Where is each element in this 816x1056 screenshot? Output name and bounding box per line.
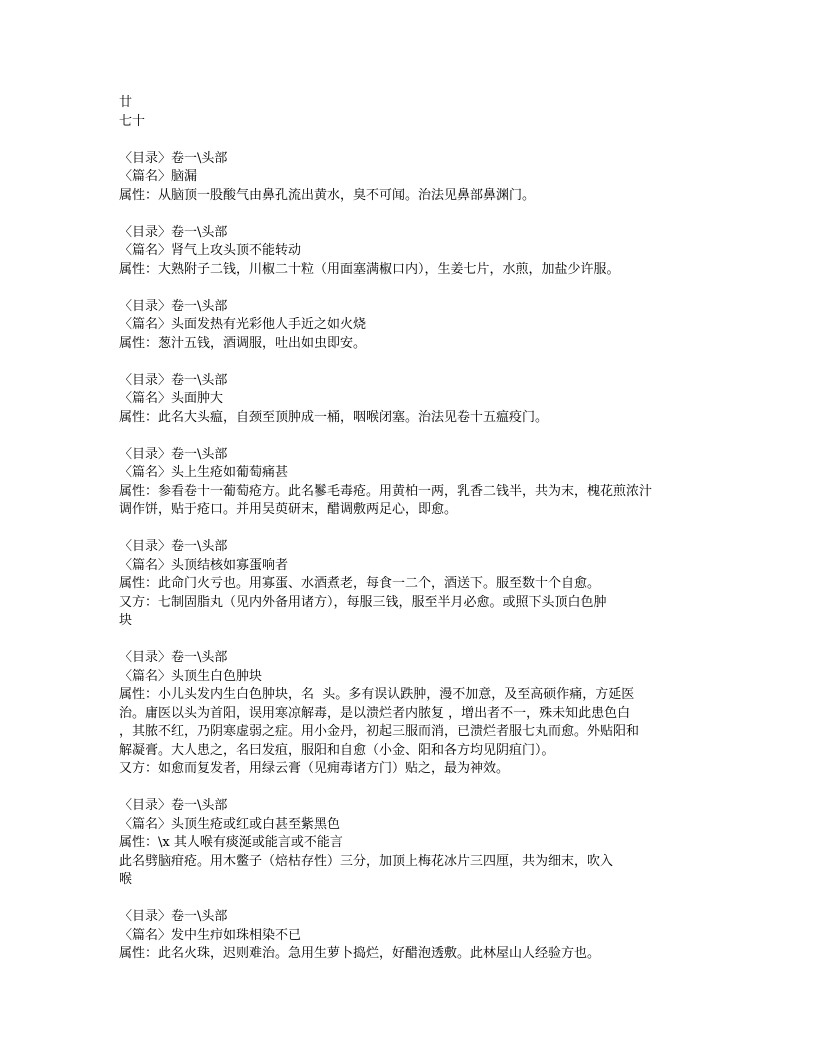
entry-catalog-line: 〈目录〉卷一\头部 <box>119 650 228 665</box>
entry-text-line: 解凝膏。大人患之，名曰发疽，服阳和自愈（小金、阳和各方均见阴疽门）。 <box>119 742 555 758</box>
entry-text-line: 此名劈脑疳疮。用木鳖子（焙枯存性）三分，加顶上梅花冰片三四厘，共为细末，吹入 <box>119 853 614 869</box>
entry-block <box>119 908 719 964</box>
entry-attribute-line: 属性：此命门火亏也。用寡蛋、水酒煮老，每食一二个，酒送下。服至数十个自愈。 <box>119 576 601 591</box>
entry-catalog-line: 〈目录〉卷一\头部 <box>119 539 228 554</box>
entry-title-line: 〈篇名〉头顶生白色肿块 <box>119 668 263 684</box>
spacer <box>119 779 719 798</box>
entry-title-line: 〈篇名〉头面发热有光彩他人手近之如火烧 <box>119 317 367 332</box>
entry-text-line: ，其脓不红，乃阴寒虚弱之症。用小金丹，初起三服而消，已溃烂者服七丸而愈。外贴阳和 <box>119 724 640 739</box>
spacer <box>119 890 719 909</box>
entry-attribute-line: 属性：从脑顶一股酸气由鼻孔流出黄水，臭不可闻。治法见鼻部鼻渊门。 <box>119 187 536 203</box>
entry-attribute-line: 属性：参看卷十一葡萄疮方。此名鬖毛毒疮。用黄柏一两，乳香二钱半，共为末，槐花煎浓汁 <box>119 483 653 499</box>
entry-title-line: 〈篇名〉发中生疖如珠相染不已 <box>119 927 302 943</box>
entry-attribute-line: 属性：小儿头发内生白色肿块，名 头。多有误认跌肿，漫不加意，及至高硕作痛，方延医 <box>119 687 635 702</box>
entry-attribute-line: 属性：此名火珠，迟则难治。急用生萝卜捣烂，好醋泡透敷。此林屋山人经验方也。 <box>119 946 601 961</box>
entry-catalog-line: 〈目录〉卷一\头部 <box>119 372 228 388</box>
spacer <box>119 279 719 298</box>
entry-text-line: 喉 <box>119 872 133 887</box>
spacer <box>119 631 719 650</box>
entry-block <box>119 150 719 206</box>
spacer <box>119 427 719 446</box>
entry-attribute-line: 属性：葱汁五钱，酒调服，吐出如虫即安。 <box>119 335 367 351</box>
entry-attribute-line: 属性：\x 其人喉有痰涎或能言或不能言 <box>119 835 343 850</box>
entry-block <box>119 538 719 631</box>
entry-text-line: 治。庸医以头为首阳，误用寒凉解毒，是以溃烂者内脓复 ，增出者不一，殊未知此患色白 <box>119 705 631 721</box>
entry-block <box>119 372 719 428</box>
entry-title-line: 〈篇名〉头顶生疮或红或白甚至紫黑色 <box>119 816 341 832</box>
entry-title-line: 〈篇名〉头顶结核如寡蛋响者 <box>119 557 289 573</box>
entry-catalog-line: 〈目录〉卷一\头部 <box>119 298 228 314</box>
entry-block <box>119 446 719 520</box>
entry-attribute-line: 属性：此名大头瘟，自颈至顶肿成一桶，咽喉闭塞。治法见卷十五瘟疫门。 <box>119 409 549 425</box>
entry-text-line: 调作饼，贴于疮口。并用吴萸研末，醋调敷两足心，即愈。 <box>119 502 458 517</box>
entry-text-line: 又方：如愈而复发者，用绿云膏（见痈毒诸方门）贴之，最为神效。 <box>119 761 510 776</box>
entry-block <box>119 224 719 280</box>
entry-title-line: 〈篇名〉脑漏 <box>119 169 198 184</box>
spacer <box>119 131 719 150</box>
entry-block <box>119 649 719 779</box>
entry-list <box>119 150 719 964</box>
entry-title-line: 〈篇名〉肾气上攻头顶不能转动 <box>119 243 302 258</box>
spacer <box>119 353 719 372</box>
entry-attribute-line: 属性：大熟附子二钱，川椒二十粒（用面塞满椒口内），生姜七片，水煎，加盐少许服。 <box>119 261 620 277</box>
spacer <box>119 205 719 224</box>
entry-block <box>119 797 719 890</box>
entry-catalog-line: 〈目录〉卷一\头部 <box>119 909 228 924</box>
entry-catalog-line: 〈目录〉卷一\头部 <box>119 224 228 240</box>
entry-text-line: 又方：七制固脂丸（见内外备用诸方），每服三钱，服至半月必愈。或照下头顶白色肿 <box>119 594 607 610</box>
header-line-1: 廿 <box>119 95 133 110</box>
entry-catalog-line: 〈目录〉卷一\头部 <box>119 798 228 813</box>
document-page <box>119 94 719 964</box>
entry-catalog-line: 〈目录〉卷一\头部 <box>119 150 228 166</box>
spacer <box>119 520 719 539</box>
entry-block <box>119 298 719 354</box>
entry-catalog-line: 〈目录〉卷一\头部 <box>119 446 228 462</box>
header-line-2: 七十 <box>119 113 146 129</box>
entry-title-line: 〈篇名〉头上生疮如葡萄痛甚 <box>119 465 289 480</box>
entry-text-line: 块 <box>119 613 133 628</box>
entry-title-line: 〈篇名〉头面肿大 <box>119 391 224 406</box>
